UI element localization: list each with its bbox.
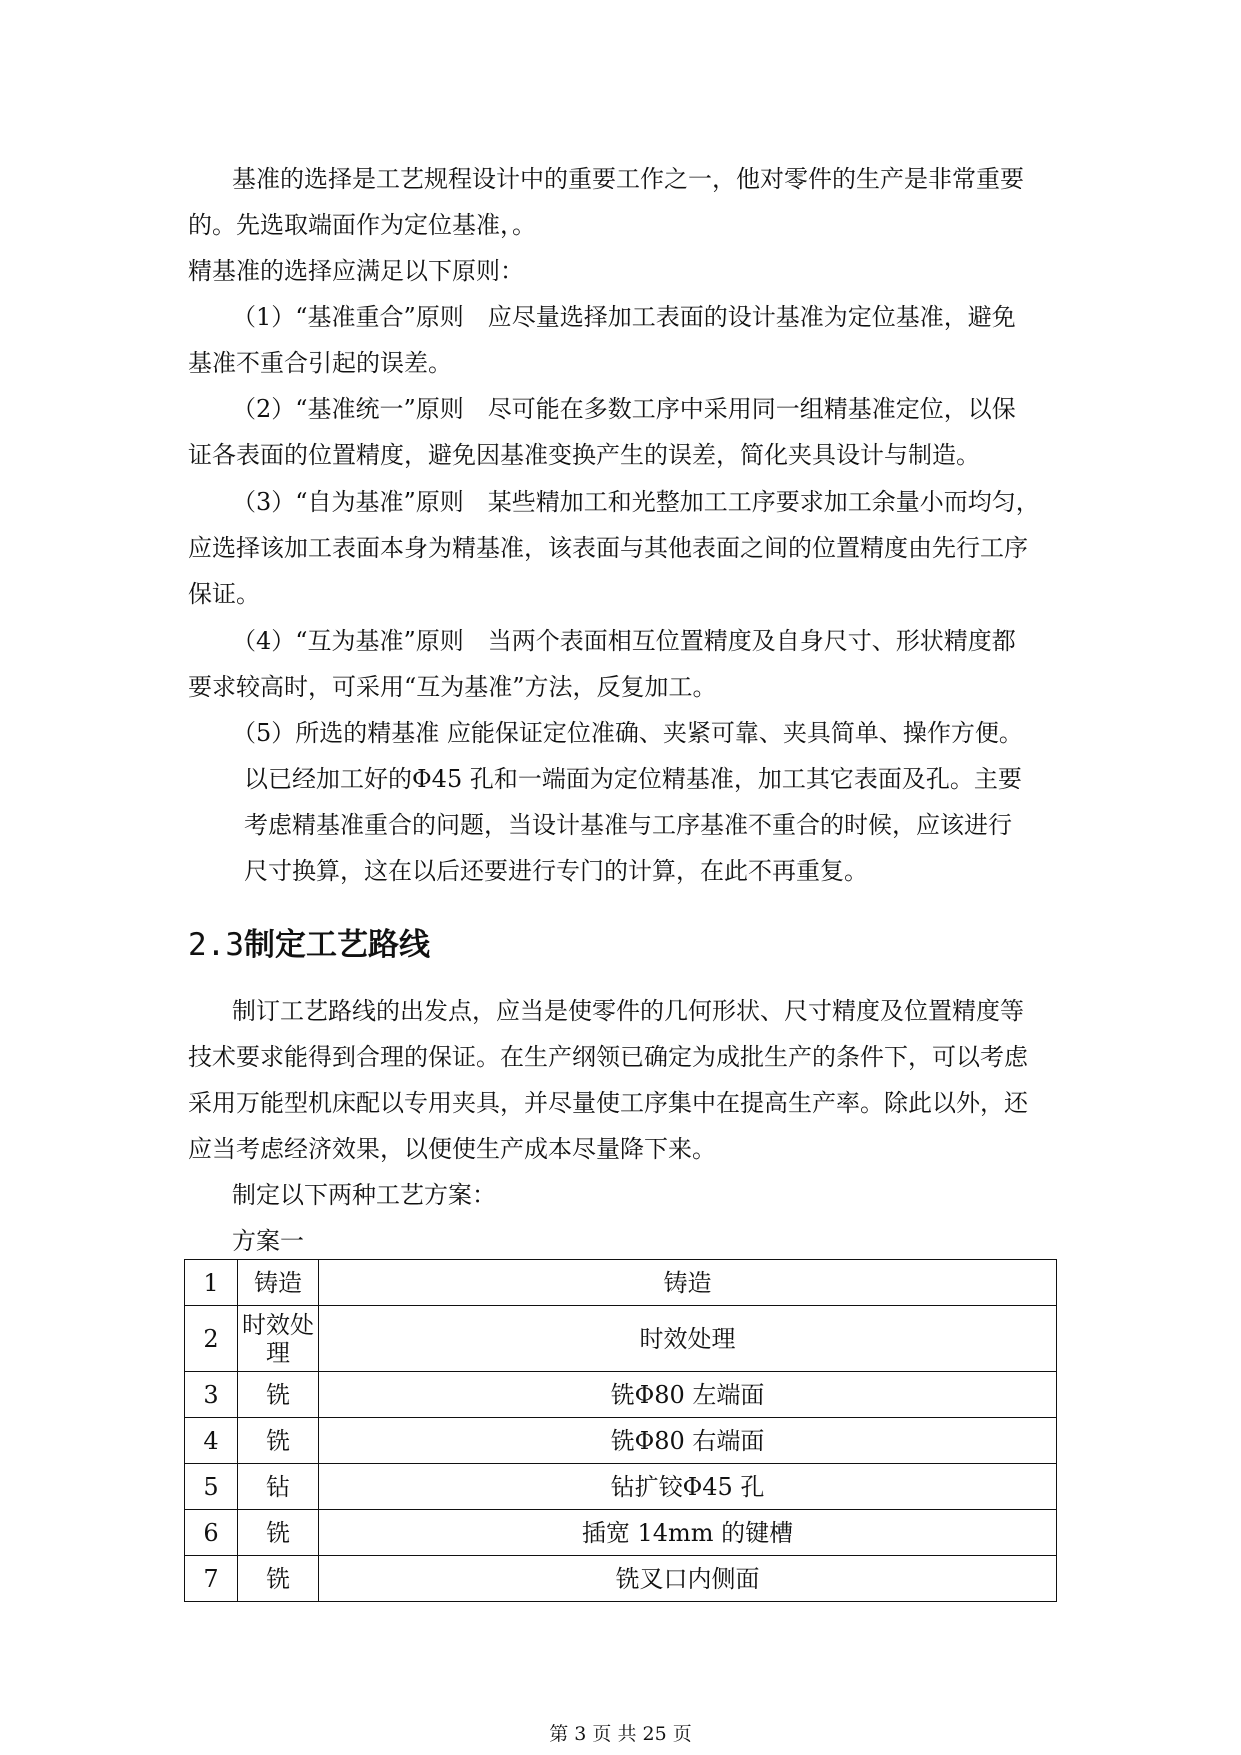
section-number: 2.3: [188, 927, 244, 963]
step-number: 2: [185, 1306, 238, 1372]
table-row: [185, 1306, 1057, 1372]
step-type: 铣: [238, 1372, 319, 1418]
step-type: 钻: [238, 1464, 319, 1510]
principle-5: （5）所选的精基准 应能保证定位准确、夹紧可靠、夹具简单、操作方便。: [232, 719, 1023, 747]
page-footer: 第 3 页 共 25 页: [549, 1723, 692, 1745]
paragraph-line: 基准的选择是工艺规程设计中的重要工作之一，他对零件的生产是非常重要: [232, 165, 1024, 193]
table-row: [185, 1464, 1057, 1510]
paragraph-line: 应选择该加工表面本身为精基准，该表面与其他表面之间的位置精度由先行工序: [188, 534, 1028, 562]
paragraph-line: 考虑精基准重合的问题，当设计基准与工序基准不重合的时候，应该进行: [244, 811, 1012, 839]
paragraph-line: 精基准的选择应满足以下原则：: [188, 257, 524, 285]
paragraph-line: 尺寸换算，这在以后还要进行专门的计算，在此不再重复。: [244, 857, 868, 885]
table-row: [185, 1260, 1057, 1306]
paragraph-line: 技术要求能得到合理的保证。在生产纲领已确定为成批生产的条件下，可以考虑: [188, 1043, 1028, 1071]
step-content: 插宽 14mm 的键槽: [319, 1510, 1057, 1556]
principle-2: （2）“基准统一”原则 尽可能在多数工序中采用同一组精基准定位，以保: [232, 395, 1016, 423]
step-type: 铣: [238, 1418, 319, 1464]
step-content: 钻扩铰Φ45 孔: [319, 1464, 1057, 1510]
step-type: 铸造: [238, 1260, 319, 1306]
table-row: [185, 1510, 1057, 1556]
step-content: 时效处理: [319, 1306, 1057, 1372]
step-number: 4: [185, 1418, 238, 1464]
step-number: 3: [185, 1372, 238, 1418]
table-row: [185, 1556, 1057, 1602]
step-content: 铸造: [319, 1260, 1057, 1306]
paragraph-line: 应当考虑经济效果，以便使生产成本尽量降下来。: [188, 1135, 716, 1163]
paragraph-line: 制定以下两种工艺方案：: [232, 1181, 496, 1209]
process-route-table: [184, 1259, 1057, 1602]
step-content: 铣Φ80 右端面: [319, 1418, 1057, 1464]
principle-3: （3）“自为基准”原则 某些精加工和光整加工工序要求加工余量小而均匀，: [232, 488, 1040, 516]
step-number: 5: [185, 1464, 238, 1510]
step-content: 铣Φ80 左端面: [319, 1372, 1057, 1418]
step-content: 铣叉口内侧面: [319, 1556, 1057, 1602]
step-type: 铣: [238, 1510, 319, 1556]
paragraph-line: 要求较高时，可采用“互为基准”方法，反复加工。: [188, 673, 717, 701]
table-row: [185, 1372, 1057, 1418]
paragraph-line: 证各表面的位置精度，避免因基准变换产生的误差，简化夹具设计与制造。: [188, 441, 980, 469]
principle-1: （1）“基准重合”原则 应尽量选择加工表面的设计基准为定位基准，避免: [232, 303, 1016, 331]
principle-4: （4）“互为基准”原则 当两个表面相互位置精度及自身尺寸、形状精度都: [232, 627, 1016, 655]
table-row: [185, 1418, 1057, 1464]
paragraph-line: 的。先选取端面作为定位基准，。: [188, 211, 536, 239]
section-heading: [188, 925, 430, 965]
step-number: 7: [185, 1556, 238, 1602]
plan-label: 方案一: [232, 1227, 304, 1255]
paragraph-line: 基准不重合引起的误差。: [188, 349, 452, 377]
step-type: 时效处理: [238, 1306, 319, 1372]
paragraph-line: 制订工艺路线的出发点，应当是使零件的几何形状、尺寸精度及位置精度等: [232, 997, 1024, 1025]
paragraph-line: 保证。: [188, 580, 260, 608]
step-type: 铣: [238, 1556, 319, 1602]
step-number: 6: [185, 1510, 238, 1556]
paragraph-line: 采用万能型机床配以专用夹具，并尽量使工序集中在提高生产率。除此以外，还: [188, 1089, 1028, 1117]
section-title: 制定工艺路线: [244, 927, 430, 963]
paragraph-line: 以已经加工好的Φ45 孔和一端面为定位精基准，加工其它表面及孔。主要: [244, 765, 1022, 793]
step-number: 1: [185, 1260, 238, 1306]
